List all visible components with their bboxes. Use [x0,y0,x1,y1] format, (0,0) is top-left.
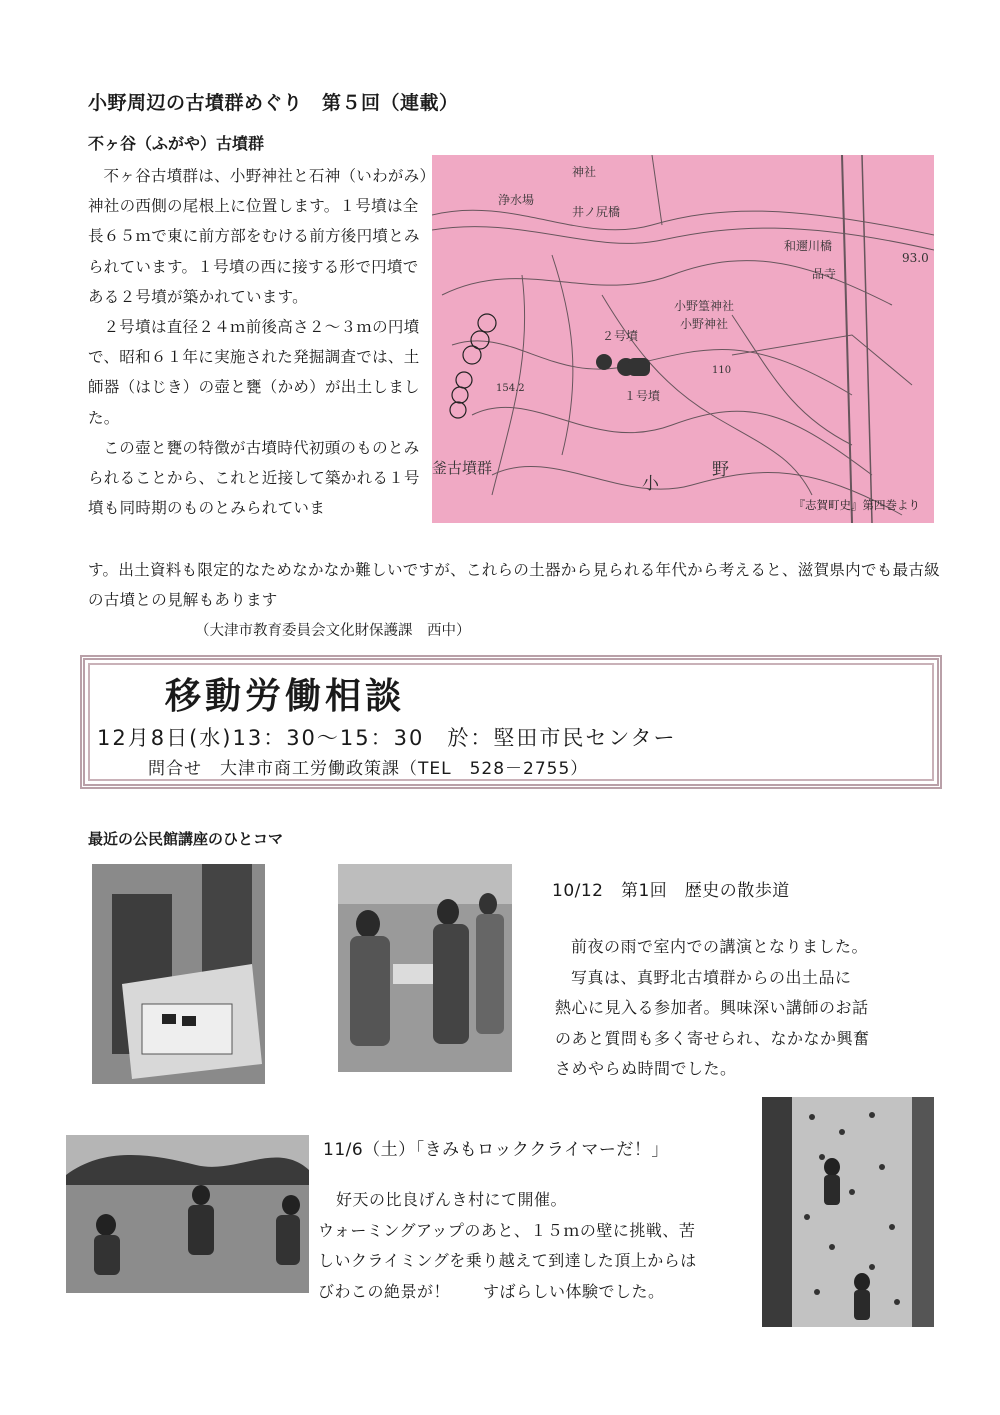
article-paragraph: ２号墳は直径２４ｍ前後高さ２～３ｍの円墳で、昭和６１年に実施された発掘調査では、土師器（はじき）の壺と甕（かめ）が出土しました。 [88,318,420,427]
map-label: 154.2 [496,383,525,394]
map-label: 小野篁神社 [674,299,735,313]
map-label: 井ノ尻橋 [572,205,621,219]
photo-climbing-wall [762,1097,934,1327]
photo-lecture-table [92,864,265,1084]
event2-body [318,1185,758,1307]
event1-body [555,932,935,1085]
article-continuation: す。出土資料も限定的なためなかなか難しいですが、これらの土器から見られる年代から考えると、滋賀県内でも最古級の古墳との見解もあります [88,561,940,609]
event2-line: びわこの絶景が！ すばらしい体験でした。 [318,1281,665,1301]
event1-line: さめやらぬ時間でした。 [555,1059,737,1078]
photo-warmup-drawing [66,1135,309,1293]
labor-title: 移動労働相談 [165,676,406,717]
map-label: 110 [712,365,732,376]
event1-title: 10/12 第1回 歴史の散歩道 [552,881,790,901]
map-drawing [432,155,934,523]
article-title: 小野周辺の古墳群めぐり 第５回（連載） [88,92,459,114]
map-label: 神社 [572,165,597,179]
map-label: 浄水場 [498,193,535,207]
lectures-heading: 最近の公民館講座のひとコマ [88,830,284,848]
event1-line: 写真は、真野北古墳群からの出土品に [571,967,852,987]
map-label: 小野神社 [680,317,729,331]
map-label: １号墳 [624,389,661,403]
article-body [88,161,428,523]
article-subtitle: 不ヶ谷（ふがや）古墳群 [88,134,265,153]
kofun-map [432,155,934,523]
event2-title: 11/6（土）「きみもロッククライマーだ！」 [323,1140,669,1160]
article-paragraph: この壺と甕の特徴が古墳時代初頭のものとみられることから、これと近接して築かれる１号墳も同時期のものとみられていま [88,438,420,518]
photo-lecture-table-drawing [92,864,265,1084]
map-label: 釜古墳群 [432,459,493,477]
article-paragraph: 不ヶ谷古墳群は、小野神社と石神（いわがみ）神社の西側の尾根上に位置します。１号墳は全長６５ｍで東に前方部をむける前方後円墳とみられています。１号墳の西に接する形で円墳である２号墳が築かれています。 [88,167,428,306]
article-credit: （大津市教育委員会文化財保護課 西中） [195,623,471,639]
event1-line: 熱心に見入る参加者。興味深い講師のお話 [555,998,869,1017]
photo-participants [338,864,512,1072]
map-label: 93.0 [902,251,929,265]
labor-consultation-box [80,655,942,789]
event1-line: 前夜の雨で室内での講演となりました。 [571,937,869,956]
map-label: 品寺 [812,267,837,281]
photo-participants-drawing [338,864,512,1072]
photo-climbing-wall-drawing [762,1097,934,1327]
map-label: 和邇川橋 [784,239,833,253]
photo-warmup [66,1135,309,1293]
labor-datetime: 12月8日(水)13：30～15：30 於：堅田市民センター [97,726,677,750]
event2-line: しいクライミングを乗り越えて到達した頂上からは [318,1251,697,1270]
map-caption: 『志賀町史』第四巻より [793,498,920,512]
event2-line: ウォーミングアップのあと、１５ｍの壁に挑戦、苦 [318,1220,696,1240]
labor-contact: 問合せ 大津市商工労働政策課（TEL 528－2755） [148,759,589,779]
event1-line: のあと質問も多く寄せられ、なかなか興奮 [555,1028,870,1048]
map-label: ２号墳 [602,329,639,343]
event2-line: 好天の比良げんき村にて開催。 [336,1190,568,1209]
map-label: 野 [712,460,729,480]
map-label: 小 [642,474,659,494]
